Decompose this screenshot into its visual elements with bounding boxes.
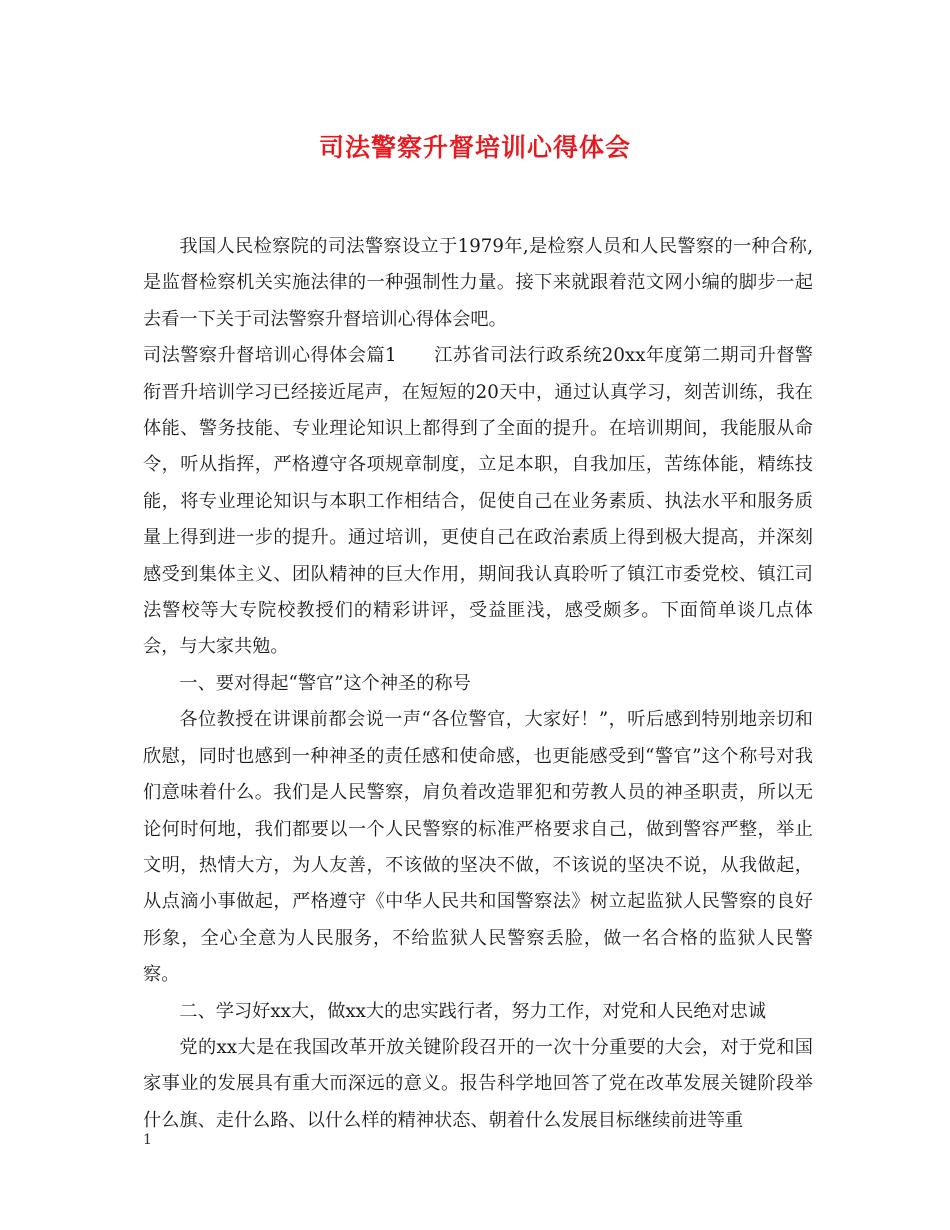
paragraph-section-2: 党的xx大是在我国改革开放关键阶段召开的一次十分重要的大会，对于党和国家事业的发展具有重大而深远的意义。报告科学地回答了党在改革发展关键阶段举什么旗、走什么路、以什么样的精神状态、朝着什么发展目标继续前进等重 [143,1036,813,1131]
paragraph-intro: 我国人民检察院的司法警察设立于1979年,是检察人员和人民警察的一种合称,是监督检察机关实施法律的一种强制性力量。接下来就跟着范文网小编的脚步一起去看一下关于司法警察升督培训心得体会吧。 [143,236,813,330]
section-heading-2: 二、学习好xx大，做xx大的忠实践行者，努力工作，对党和人民绝对忠诚 [179,1000,767,1022]
paragraph-section-1: 各位教授在讲课前都会说一声“各位警官，大家好！”，听后感到特别地亲切和欣慰，同时也感到一种神圣的责任感和使命感，也更能感受到“警官”这个称号对我们意味着什么。我们是人民警察，肩负着改造罪犯和劳教人员的神圣职责，所以无论何时何地，我们都要以一个人民警察的标准严格要求自己，做到警容严整，举止文明，热情大方，为人友善，不该做的坚决不做，不该说的坚决不说，从我做起，从点滴小事做起，严格遵守《中华人民共和国警察法》树立起监狱人民警察的良好形象，全心全意为人民服务，不给监狱人民警察丢脸，做一名合格的监狱人民警察。 [143,709,813,986]
page-number: 1 [143,1132,152,1148]
paragraph-article-1: 司法警察升督培训心得体会篇1 江苏省司法行政系统20xx年度第二期司升督警衔晋升培训学习已经接近尾声，在短短的20天中，通过认真学习，刻苦训练，我在体能、警务技能、专业理论知识上都得到了全面的提升。在培训期间，我能服从命令，听从指挥，严格遵守各项规章制度，立足本职，自我加压，苦练体能，精练技能，将专业理论知识与本职工作相结合，促使自己在业务素质、执法水平和服务质量上得到进一步的提升。通过培训，更使自己在政治素质上得到极大提高，并深刻感受到集体主义、团队精神的巨大作用，期间我认真聆听了镇江市委党校、镇江司法警校等大专院校教授们的精彩讲评，受益匪浅，感受颇多。下面简单谈几点体会，与大家共勉。 [143,345,813,658]
document-title: 司法警察升督培训心得体会 [318,133,631,162]
document-body [143,229,813,1139]
section-heading-1: 一、要对得起“警官”这个神圣的称号 [179,672,471,694]
